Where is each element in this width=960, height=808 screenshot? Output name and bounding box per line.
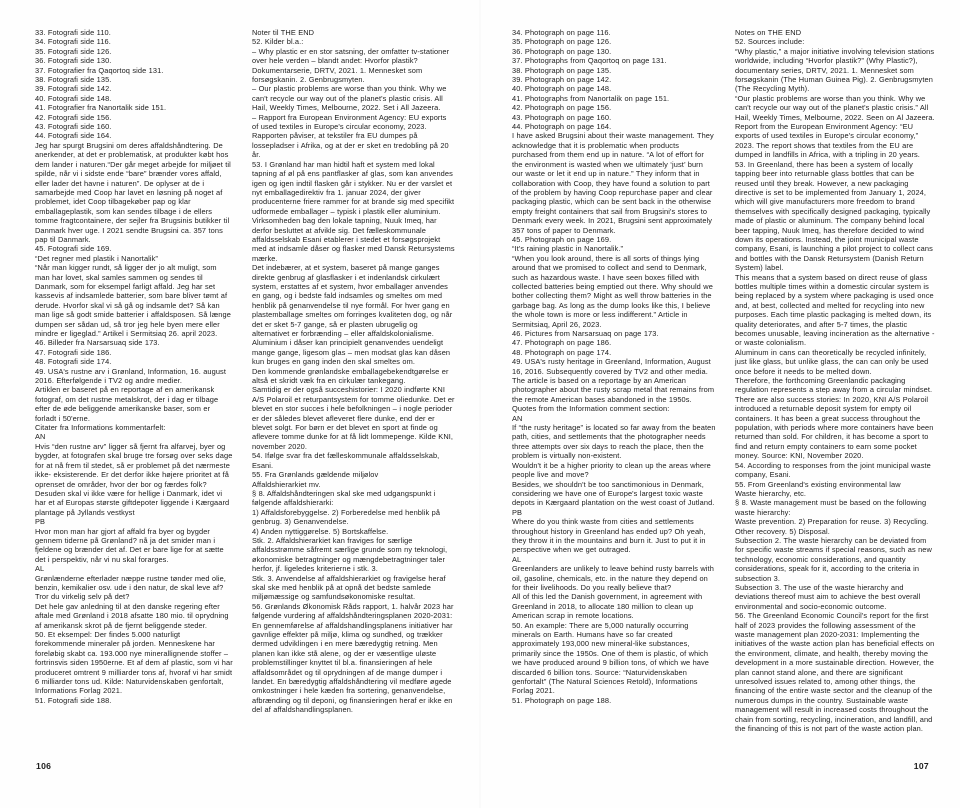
note-paragraph: AL bbox=[512, 554, 522, 564]
note-paragraph: I have asked Brugsini about their waste management. They acknowledge that it is problematic when products purchased from them end up in nature. “A lot of effort for the environment is wasted when we ultimately ‘just’ burn our waste or let it end up in nature.” They inform that in collaboration with Coop, they have found a solution to part of the problem by having Coop repurchase paper and clear packaging plastic, which can be sent back in the otherwise empty freight containers that sail from Brugsini's stores to Denmark every week. In 2021, Brugsini sent approximately 357 tons of paper to Denmark. bbox=[512, 131, 714, 235]
note-paragraph: 51. Photograph on page 188. bbox=[512, 695, 612, 705]
notes-column-danish-2 bbox=[252, 28, 455, 715]
note-paragraph: 43. Fotografi side 160. bbox=[35, 122, 112, 132]
note-paragraph: 48. Fotografi side 174. bbox=[35, 357, 112, 367]
notes-column-english-1 bbox=[512, 28, 716, 705]
note-paragraph: Aluminium i dåser kan principielt genanvendes uendeligt mange gange, ligesom glas – men modsat glas kan dåsen kun bruges en gang inden den skal smeltes om. bbox=[252, 338, 451, 367]
note-paragraph: Samtidig er der også succeshistorier: I 2020 indførte KNI A/S Polaroil et returpantsystem for tomme oliedunke. Det er blevet en stor succes i hele befolkningen – i nogle perioder er der således blevet afleveret flere dunke, end der er blevet solgt. For børn er det blevet en sport at finde og aflevere tomme dunke for at få lidt lommepenge. Kilde KNI, november 2020. bbox=[252, 385, 455, 451]
note-paragraph: Report from the European Environment Agency: “EU exports of used textiles in Europe's circular economy,” 2023. The report shows that textiles from the EU are dumped in landfills in Africa, with a tripling in 20 years. bbox=[735, 122, 920, 160]
note-paragraph: Aluminum in cans can theoretically be recycled infinitely, just like glass, but unlike glass, the can can only be used once before it needs to be melted down. bbox=[735, 347, 929, 376]
note-paragraph: PB bbox=[512, 507, 523, 517]
note-paragraph: 46. Billeder fra Narsarsuaq side 173. bbox=[35, 338, 160, 348]
notes-column-danish-1 bbox=[35, 28, 233, 705]
note-paragraph: 44. Fotografi side 164. bbox=[35, 131, 112, 141]
note-paragraph: 37. Fotografier fra Qaqortoq side 131. bbox=[35, 65, 164, 75]
note-paragraph: All of this led the Danish government, in agreement with Greenland in 2018, to allocate 180 million to clean up American scrap in remote locations. bbox=[512, 592, 703, 621]
note-paragraph: 4) Anden nyttiggørelse. 5) Bortskaffelse. bbox=[252, 526, 389, 536]
note-paragraph: 56. Grønlands Økonomisk Råds rapport, 1. halvår 2023 har følgende vurdering af affaldshåndteringsplanen 2020-2031: En gennemførelse af affaldshandlingsplanens initiativer har gavnlige effekter på miljø, klima og sundhed, og trækker dermed udviklingen i en mere bæredygtig retning. Men planen kan ikke stå alene, og der er væsentlige uløste problemstillinger knyttet til bl.a. finansieringen af hele affaldsområdet og til oprydningen af de mange dumper i landet. En bæredygtig affaldshåndtering vil medføre øgede omkostninger i hele kæden fra sortering, genanvendelse, afbrænding og til deponi, og finansieringen heraf er ikke en del af affaldshandlingsplanen. bbox=[252, 601, 454, 715]
note-paragraph: Quotes from the Information comment section: bbox=[512, 404, 670, 414]
note-paragraph: 47. Fotografi side 186. bbox=[35, 347, 112, 357]
note-paragraph: 38. Photograph on page 135. bbox=[512, 65, 612, 75]
note-paragraph: 42. Fotografi side 156. bbox=[35, 112, 112, 122]
note-paragraph: 49. USA's rustne arv i Grønland, Information, 16. august 2016. Efterfølgende i TV2 og andre medier. bbox=[35, 366, 227, 386]
note-paragraph: “Our plastic problems are worse than you think. Why we can't recycle our way out of the planet's plastic crisis.” All Hail, Weekly Times, Melbourne, 2022. Seen on Al Jazeera. bbox=[735, 93, 935, 122]
note-paragraph: “Det regner med plastik i Nanortalik” bbox=[35, 253, 158, 263]
note-paragraph: Besides, we shouldn't be too sanctimonious in Denmark, considering we have one of Europe's largest toxic waste depots in Kærgaard plantation on the west coast of Jutland. bbox=[512, 479, 715, 508]
note-paragraph: Stk. 3. Anvendelse af affaldshierarkiet og fravigelse heraf skal ske med henblik på at opnå det bedste samlede miljømæssige og samfundsøkonomiske resultat. bbox=[252, 573, 446, 602]
note-paragraph: Greenlanders are unlikely to leave behind rusty barrels with oil, gasoline, chemicals, etc. in the nature they depend on for their livelihoods. Do you really believe that? bbox=[512, 564, 714, 592]
note-paragraph: 33. Fotografi side 110. bbox=[35, 28, 111, 37]
note-paragraph: Subsection 2. The waste hierarchy can be deviated from for specific waste streams if special reasons, such as new technology, economic considerations, and quantity considerations, speak for it, according to the criteria in subsection 3. bbox=[735, 535, 932, 583]
note-paragraph: 42. Photograph on page 156. bbox=[512, 103, 612, 113]
note-paragraph: 47. Photograph on page 186. bbox=[512, 338, 612, 348]
note-paragraph: 45. Photograph on page 169. bbox=[512, 234, 612, 244]
note-paragraph: 44. Photograph on page 164. bbox=[512, 122, 612, 132]
notes-column-english-2 bbox=[735, 28, 937, 733]
note-paragraph: 55. Fra Grønlands gældende miljølov bbox=[252, 470, 379, 480]
note-paragraph: Hvor mon man har gjort af affald fra byer og bygder gennem tiderne på Grønland? nå ja det smider man i fjeldene og brænder det af. Det er bare lige for at sætte det i perspektiv, når vi nu skal forarges. bbox=[35, 526, 224, 564]
note-paragraph: 50. An example: There are 5,000 naturally occurring minerals on Earth. Humans have so far created approximately 193,000 new mineral-like substances, primarily since the 1950s. One of them is plastic, of which we have produced around 9 billion tons, of which we have discarded 6 billion tons. Source: “Naturvidenskaben genfortalt” (The Natural Sciences Retold), Informations Forlag 2021. bbox=[512, 620, 710, 696]
note-paragraph: 34. Fotografi side 116. bbox=[35, 37, 111, 47]
note-paragraph: Stk. 2. Affaldshierarkiet kan fraviges for særlige affaldsstrømme såfremt særlige grunde som ny teknologi, økonomiske betragtninger og mængdebetragtninger taler herfor, jf. ligeledes kriterierne i stk. 3. bbox=[252, 535, 448, 574]
note-paragraph: 35. Fotografi side 126. bbox=[35, 46, 112, 56]
note-paragraph: 40. Fotografi side 148. bbox=[35, 93, 112, 103]
note-paragraph: Jeg har spurgt Brugsini om deres affaldshåndtering. De anerkender, at det er problematisk, at produkter købt hos dem lander i naturen.“Der går meget arbejde for miljøet til spilde, når vi i sidste ende “bare” brænder vores affald, eller lader det havne i naturen”. De oplyser at de i samarbejde med Coop har lavet en løsning på noget af problemet, idet Coop tilbagekøber pap og klar emballageplastik, som kan sendes tilbage i de ellers tomme fragtcontainere, der sejler fra Brugsinis butikker til Danmark hver uge. I 2021 sendte Brugsini ca. 357 tons pap til Danmark. bbox=[35, 140, 231, 244]
note-paragraph: Waste hierarchy, etc. bbox=[735, 488, 807, 498]
note-paragraph: Den kommende grønlandske emballagebekendtgørelse er altså et skridt væk fra en cirkulær tankegang. bbox=[252, 366, 449, 386]
note-paragraph: 51. Fotografi side 188. bbox=[35, 695, 112, 705]
note-paragraph: 39. Fotografi side 142. bbox=[35, 84, 112, 94]
note-paragraph: Det indebærer, at et system, baseret på mange ganges direkte genbrug af glasflasker i et indenlandsk cirkulært system, erstattes af et system, hvor emballager anvendes en gang, og i bedste fald indsamles og smeltes om med henblik på genanvendelse til nye formål. For hver gang en plastemballage smeltes om forringes kvaliteten dog, og når det er sket 5-7 gange, så er plasten ubrugelig og alternativet er forbrænding – eller affaldskolonialisme. bbox=[252, 263, 453, 338]
note-paragraph: 40. Photograph on page 148. bbox=[512, 84, 612, 94]
note-paragraph: 46. Pictures from Narsarsuaq on page 173. bbox=[512, 329, 659, 338]
note-paragraph: There are also success stories: In 2020, KNI A/S Polaroil introduced a returnable deposit system for empty oil containers. It has been a great success throughout the population, with periods where more containers have been returned than sold. For children, it has become a sport to find and return empty containers to earn some pocket money. Source: KNI, November 2020. bbox=[735, 394, 934, 461]
note-paragraph: 48. Photograph on page 174. bbox=[512, 347, 612, 357]
note-paragraph: § 8. Affaldshåndteringen skal ske med udgangspunkt i følgende affaldshierarki: bbox=[252, 488, 436, 508]
note-paragraph: Artiklen er baseret på en reportage af en amerikansk fotograf, om det rustne metalskrot, der i dag er tilbage efter de øde beliggende amerikanske baser, som er forladt i 50'erne. bbox=[35, 385, 219, 423]
page-number-left: 106 bbox=[36, 761, 52, 771]
note-paragraph: If “the rusty heritage” is located so far away from the beaten path, cities, and settlements that the photographer needs three attempts over six days to reach the place, then the problem is virtually non-existent. bbox=[512, 423, 716, 461]
note-paragraph: Hvis “den rustne arv” ligger så fjernt fra alfarvej, byer og bygder, at fotografen skal bruge tre forsøg over seks dage for at nå frem til stedet, så er problemet på det nærmeste ikke- eksisterende. Er det derfor ikke højere prioritet at få oprenset de områder, hvor der bor og færdes folk? bbox=[35, 441, 233, 489]
note-paragraph: 54. According to responses from the joint municipal waste company, Esani. bbox=[735, 460, 931, 480]
note-paragraph: 38. Fotografi side 135. bbox=[35, 75, 112, 85]
note-paragraph: 53. In Greenland, there has been a system of locally tapping beer into returnable glass bottles that can be reused until they break. However, a new packaging directive is set to be implemented from January 1, 2024, which will give manufacturers more freedom to brand themselves with specifically designed packaging, typically made of plastic or aluminum. The company behind local beer tapping, Nuuk Imeq, has therefore decided to wind down its operations. Instead, the joint municipal waste company, Esani, is launching a pilot project to collect cans and bottles with the Dansk Retursystem (Danish Return System) label. bbox=[735, 159, 933, 273]
note-paragraph: PB bbox=[35, 517, 46, 527]
note-paragraph: 36. Photograph on page 130. bbox=[512, 46, 612, 56]
note-paragraph: AN bbox=[35, 432, 46, 442]
note-paragraph: AN bbox=[512, 413, 523, 423]
page-number-right: 107 bbox=[913, 761, 929, 771]
note-paragraph: 53. I Grønland har man hidtil haft et system med lokal tapning af øl på ens pantflasker af glas, som kan anvendes igen og igen indtil flasken går i stykker. Nu er der varslet et nyt emballagedirektiv fra 1. januar 2024, der giver producenterne friere rammer for at brande sig med specifikt udformede emballager – typisk i plastik eller aluminium. Virksomheden bag den lokale tapning, Nuuk Imeq, har derfor besluttet at afvikle sig. Det fælleskommunale affaldsselskab Esani etablerer i stedet et forsøgsprojekt med at indsamle dåser og flasker med Dansk Retursystems mærke. bbox=[252, 159, 455, 263]
note-paragraph: Other recovery. 5) Disposal. bbox=[735, 526, 830, 536]
note-paragraph: 55. From Greenland's existing environmental law bbox=[735, 479, 901, 489]
note-paragraph: 41. Fotografier fra Nanortalik side 151. bbox=[35, 103, 167, 113]
note-paragraph: – Why plastic er en stor satsning, der omfatter tv-stationer over hele verden – blandt andet: Hvorfor plastik? Dokumentarserie, DRTV, 2021. 1. Mennesket som forsøgskanin. 2. Genbrugsmyten. bbox=[252, 46, 450, 85]
note-paragraph: 41. Photographs from Nanortalik on page 151. bbox=[512, 93, 670, 103]
note-paragraph: Grønlænderne efterlader næppe rustne tønder med olie, benzin, kemikalier osv. ude i den natur, de skal leve af? Tror du virkelig selv på det? bbox=[35, 573, 226, 602]
note-paragraph: § 8. Waste management must be based on the following waste hierarchy: bbox=[735, 498, 927, 517]
note-paragraph: Therefore, the forthcoming Greenlandic packaging regulation represents a step away from a circular mindset. bbox=[735, 376, 933, 395]
note-paragraph: Waste prevention. 2) Preparation for reuse. 3) Recycling. bbox=[735, 517, 929, 527]
note-paragraph: 43. Photograph on page 160. bbox=[512, 112, 612, 122]
note-paragraph: “When you look around, there is all sorts of things lying around that we promised to collect and send to Denmark, such as hazardous waste. I have seen boxes filled with collected batteries being emptied out there. Why should we bother collecting them? Might as well throw batteries in the garbage bag. As long as the dump looks like this, I believe the whole town is more or less indifferent.” Article in Sermitsiaq, April 26, 2023. bbox=[512, 253, 713, 329]
note-paragraph: Wouldn't it be a higher priority to clean up the areas where people live and move? bbox=[512, 460, 711, 480]
note-paragraph: 37. Photographs from Qaqortoq on page 131. bbox=[512, 56, 667, 66]
note-paragraph: Citater fra Informations kommentarfelt: bbox=[35, 423, 166, 433]
note-paragraph: 35. Photograph on page 126. bbox=[512, 37, 612, 47]
note-paragraph: 39. Photograph on page 142. bbox=[512, 75, 612, 85]
note-paragraph: 52. Kilder bl.a.: bbox=[252, 37, 304, 47]
notes-list-english bbox=[735, 37, 937, 733]
note-paragraph: Desuden skal vi ikke være for hellige i Danmark, idet vi har et af Europas største giftdepoter liggende i Kærgaard plantage på Jyllands vestkyst bbox=[35, 488, 230, 517]
note-paragraph: “Why plastic,” a major initiative involving television stations worldwide, including “Hvorfor plastik?” (Why Plastic?), documentary series, DRTV, 2021. 1. Mennesket som forsøgskanin (The Human Guinea Pig). 2. Genbrugsmyten (The Recycling Myth). bbox=[735, 46, 935, 94]
page-fold-divider bbox=[479, 0, 481, 808]
note-paragraph: 49. USA's rusty heritage in Greenland, Information, August 16, 2016. Subsequently covered by TV2 and other media. bbox=[512, 357, 711, 376]
note-paragraph: – Rapport fra European Environment Agency: EU exports of used textiles in Europe's circular economy, 2023. Rapporten påviser, at tekstiler fra EU dumpes på lossepladser i Afrika, og at der er sket en tredobling på 20 år. bbox=[252, 112, 449, 160]
note-paragraph: This means that a system based on direct reuse of glass bottles multiple times within a domestic circular system is being replaced by a system where packaging is used once and, at best, collected and melted for recycling into new purposes. Each time plastic packaging is melted down, its quality deteriorates, and after 5-7 times, the plastic becomes unusable, leaving incineration as the alternative - or waste colonialism. bbox=[735, 272, 935, 348]
note-paragraph: “Når man kigger rundt, så ligger der jo alt muligt, som man har lovet, skal samles sammen og sendes til Danmark, som for eksempel farligt affald. Jeg har set kassevis af indsamlede batterier, som bare bliver tømt af derude. Hvorfor skal vi så gå og indsamle det? Så kan man lige så godt smide batterier i affaldsposen. Så længe dumpen ser sådan ud, så tror jeg hele byen mere eller mindre er ligeglad.” Artikel i Sermitsiaq 26. april 2023. bbox=[35, 263, 231, 338]
note-paragraph: Where do you think waste from cities and settlements throughout history in Greenland has ended up? Oh yeah, they throw it in the mountains and burn it. Just to put it in perspective when we get outraged. bbox=[512, 517, 706, 555]
note-paragraph: 36. Fotografi side 130. bbox=[35, 56, 112, 66]
section-title-english: Notes on THE END bbox=[735, 28, 802, 37]
note-paragraph: Det hele gav anledning til at den danske regering efter aftale med Grønland i 2018 afsatte 180 mio. til oprydning af amerikansk skrot på de fjernt beliggende steder. bbox=[35, 601, 229, 630]
note-paragraph: “It's raining plastic in Nanortalik.” bbox=[512, 244, 624, 254]
note-paragraph: The article is based on a reportage by an American photographer about the rusty scrap metal that remains from the remote American bases abandoned in the 1950s. bbox=[512, 376, 715, 404]
notes-list-danish bbox=[252, 37, 455, 714]
note-paragraph: 45. Fotografi side 169. bbox=[35, 244, 112, 254]
note-paragraph: 1) Affaldsforebyggelse. 2) Forberedelse med henblik på genbrug. 3) Genanvendelse. bbox=[252, 507, 441, 527]
note-paragraph: Affaldshierarkiet mv. bbox=[252, 479, 321, 489]
note-paragraph: AL bbox=[35, 564, 45, 574]
section-title-danish: Noter til THE END bbox=[252, 28, 315, 37]
note-paragraph: 34. Photograph on page 116. bbox=[512, 28, 611, 37]
note-paragraph: 54. Ifølge svar fra det fælleskommunale affaldsselskab, Esani. bbox=[252, 451, 440, 470]
note-paragraph: Subsection 3. The use of the waste hierarchy and deviations thereof must aim to achieve the best overall environmental and socio-economic outcome. bbox=[735, 582, 921, 611]
note-paragraph: 56. The Greenland Economic Council's report for the first half of 2023 provides the following assessment of the waste management plan 2020-2031: Implementing the initiatives of the waste action plan has beneficial effects on the environment, climate, and health, thereby moving the development in a more sustainable direction. However, the plan cannot stand alone, and there are significant unresolved issues related to, among other things, the financing of the entire waste sector and the cleanup of the numerous dumps in the country. Sustainable waste management will result in increased costs throughout the chain from sorting, recycling, incineration, and landfill, and the financing of this is not part of the waste action plan. bbox=[735, 611, 935, 734]
note-paragraph: – Our plastic problems are worse than you think. Why we can't recycle our way out of the planet's plastic crisis. All Hail, Weekly Times, Melbourne, 2022. Set i All Jazeera. bbox=[252, 84, 447, 113]
note-paragraph: 50. Et eksempel: Der findes 5.000 naturligt forekommende mineraler på jorden. Menneskene har foreløbig skabt ca. 193.000 nye minerallignende stoffer – fortrinsvis siden 1950erne. Et af dem af plastic, som vi har produceret omtrent 9 milliarder tons af, hvoraf vi har smidt 6 milliarder tons ud. Kilde: Naturvidenskaben genfortalt, Informations Forlag 2021. bbox=[35, 630, 233, 696]
note-paragraph: 52. Sources include: bbox=[735, 37, 805, 47]
